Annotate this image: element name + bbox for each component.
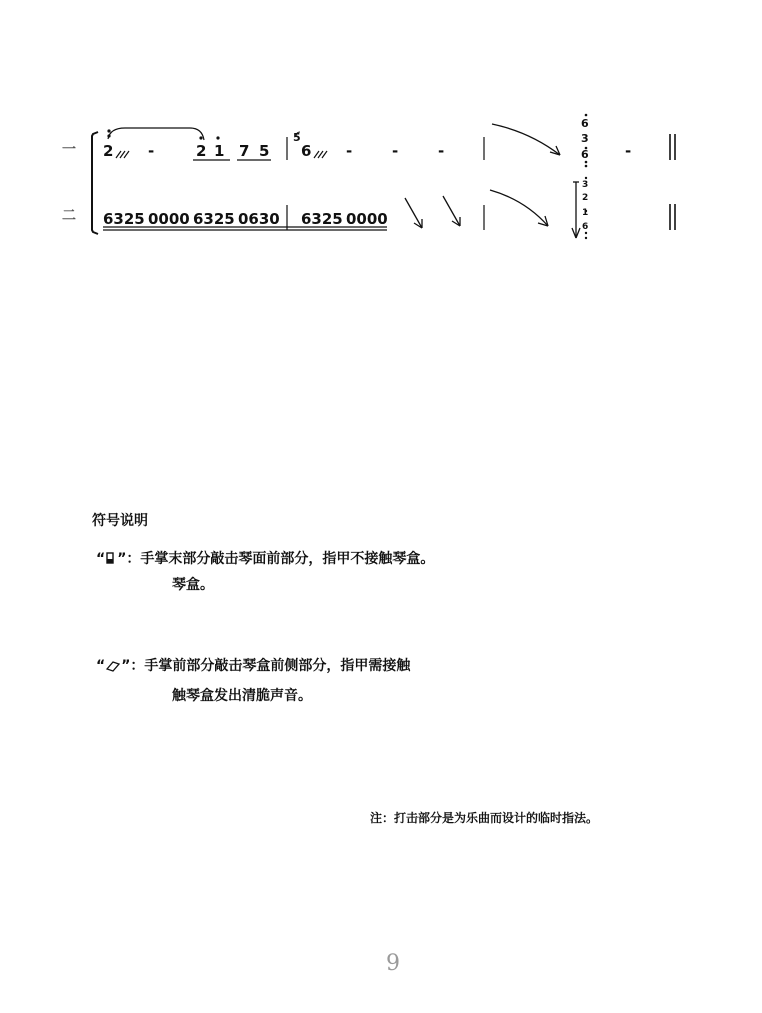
glissando-arrow	[490, 190, 548, 226]
chord-note: 6	[582, 222, 589, 232]
dash: -	[625, 142, 632, 160]
glissando-arrow	[492, 124, 560, 155]
palm-strike-symbol-icon	[105, 551, 117, 565]
diamond-strike-symbol-icon	[105, 658, 121, 672]
dash: -	[438, 142, 445, 160]
note: 1	[214, 142, 225, 160]
strike-arrow	[405, 198, 422, 228]
chord-note: 1	[582, 208, 589, 218]
note-group: 0000	[148, 210, 190, 228]
chord-note: 6	[581, 117, 589, 130]
chord-note: 3	[582, 180, 589, 190]
note: 7	[239, 142, 250, 160]
chord-note: 3	[581, 132, 589, 145]
legend-item-1: “ ”：手掌末部分敲击琴面前部分，指甲不接触琴盒。	[96, 551, 435, 567]
note-group: 0630	[238, 210, 280, 228]
strike-arrow	[443, 196, 460, 226]
note: 2	[196, 142, 207, 160]
arpeggio-arrow	[572, 182, 580, 238]
dash: -	[392, 142, 399, 160]
note-group: 6325	[193, 210, 235, 228]
dash: -	[148, 142, 155, 160]
legend-title: 符号说明	[92, 513, 148, 529]
legend-item-1-continuation: 琴盒。	[172, 577, 214, 593]
slur	[108, 128, 204, 140]
note: 5	[259, 142, 270, 160]
tremolo-mark	[314, 151, 327, 158]
footnote: 注：打击部分是为乐曲而设计的临时指法。	[370, 811, 599, 825]
note-group: 0000	[346, 210, 388, 228]
tremolo-mark	[116, 151, 129, 158]
note-group: 6325	[301, 210, 343, 228]
chord-note: 6	[581, 148, 589, 161]
note: 2	[103, 142, 114, 160]
system-bracket	[92, 132, 98, 234]
legend-item-2: “ ”：手掌前部分敲击琴盒前侧部分，指甲需接触	[96, 658, 411, 674]
part-label-1: 一	[62, 142, 76, 158]
dash: -	[346, 142, 353, 160]
note-group: 6325	[103, 210, 145, 228]
legend-item-2-continuation: 触琴盒发出清脆声音。	[172, 688, 312, 704]
page-number: 9	[386, 951, 400, 976]
chord-note: 2	[582, 193, 589, 203]
part-label-2: 二	[62, 208, 76, 224]
grace-note: 5	[293, 131, 301, 144]
note: 6	[301, 142, 312, 160]
